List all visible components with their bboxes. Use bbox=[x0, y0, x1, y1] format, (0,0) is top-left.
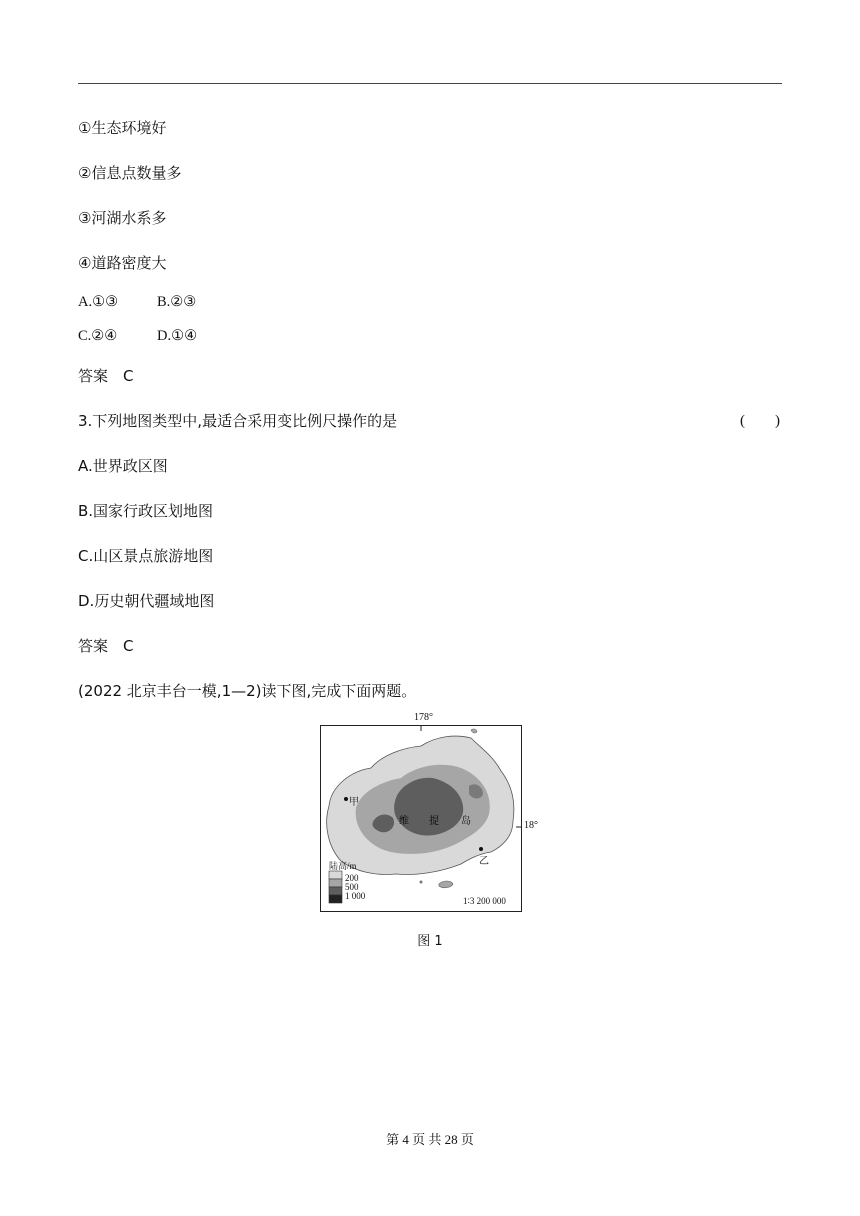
q2-option-b: B.②③ bbox=[157, 294, 197, 310]
q3-option-b: B.国家行政区划地图 bbox=[78, 502, 214, 520]
island-name-char-1: 维 bbox=[399, 816, 409, 827]
intro-text: (2022 北京丰台一模,1—2)读下图,完成下面两题。 bbox=[78, 682, 417, 700]
q3-stem: 3.下列地图类型中,最适合采用变比例尺操作的是 bbox=[78, 412, 398, 430]
longitude-label: 178° bbox=[414, 712, 433, 723]
place-label-yi: 乙 bbox=[479, 856, 489, 867]
q3-option-a: A.世界政区图 bbox=[78, 457, 168, 475]
island-name-char-3: 岛 bbox=[461, 816, 471, 827]
q3-answer: 答案 C bbox=[78, 637, 134, 655]
legend-level-200: 200 bbox=[345, 873, 359, 883]
page-footer: 第 4 页 共 28 页 bbox=[386, 1132, 474, 1147]
q2-item-2: ②信息点数量多 bbox=[78, 164, 182, 182]
legend-level-500: 500 bbox=[345, 882, 359, 892]
q2-option-c: C.②④ bbox=[78, 328, 118, 344]
q3-option-c: C.山区景点旅游地图 bbox=[78, 547, 214, 565]
q3-answer-bracket: ( ) bbox=[740, 413, 780, 429]
q2-item-3: ③河湖水系多 bbox=[78, 209, 167, 227]
q2-item-4: ④道路密度大 bbox=[78, 254, 167, 272]
q3-option-d: D.历史朝代疆域地图 bbox=[78, 592, 215, 610]
figure-caption: 图 1 bbox=[417, 934, 443, 949]
map-scale: 1∶3 200 000 bbox=[463, 896, 506, 906]
latitude-label: 18° bbox=[524, 820, 538, 831]
topographic-map bbox=[320, 725, 522, 912]
q2-item-1: ①生态环境好 bbox=[78, 119, 167, 137]
header-rule bbox=[78, 83, 782, 84]
legend-title: 陆高/m bbox=[329, 861, 357, 871]
q2-option-a: A.①③ bbox=[78, 294, 119, 310]
q2-answer: 答案 C bbox=[78, 367, 134, 385]
q2-option-d: D.①④ bbox=[157, 328, 198, 344]
island-name-char-2: 提 bbox=[429, 816, 439, 827]
legend-level-1000: 1 000 bbox=[345, 891, 366, 901]
place-label-jia: 甲 bbox=[349, 797, 359, 808]
